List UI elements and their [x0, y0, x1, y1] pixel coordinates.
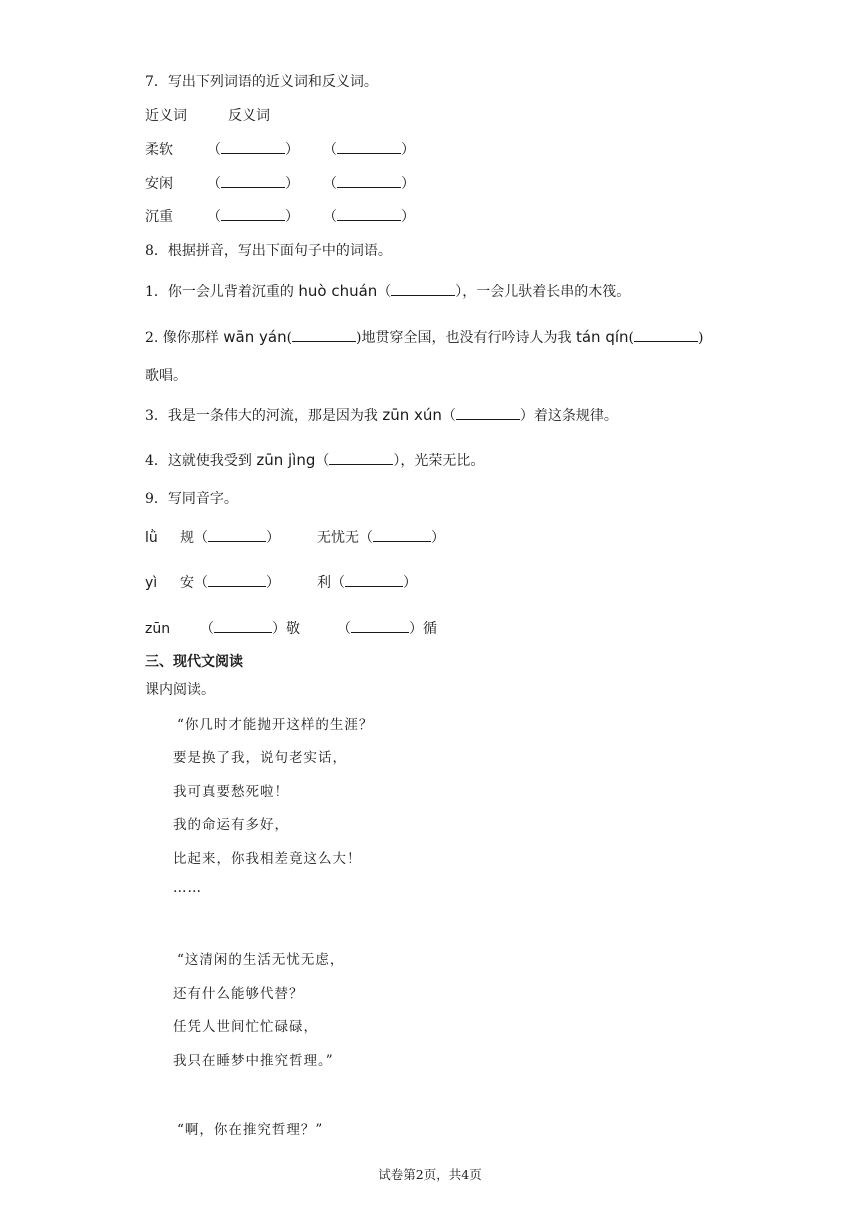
- page-footer: 试卷第2页，共4页: [378, 1167, 482, 1182]
- poem-line: 比起来，你我相差竟这么大！: [173, 851, 362, 867]
- q7-antonym-blank[interactable]: （ ）: [323, 209, 415, 225]
- q9-left-blank[interactable]: （ ）敬: [200, 621, 300, 637]
- q9-title: 9．写同音字。: [145, 491, 238, 507]
- q9-pinyin: lǜ: [145, 530, 158, 546]
- poem-line: 我可真要愁死啦！: [173, 784, 289, 800]
- section-sub: 课内阅读。: [145, 682, 215, 698]
- poem-line: 还有什么能够代替？: [173, 986, 304, 1002]
- q7-col-antonym: 反义词: [228, 108, 270, 124]
- pinyin: tán qín: [575, 328, 629, 346]
- pinyin: zūn xún: [382, 406, 442, 424]
- q7-word: 柔软: [145, 142, 173, 158]
- q9-right-blank[interactable]: 利（ ）: [317, 575, 417, 591]
- q7-synonym-blank[interactable]: （ ）: [207, 142, 299, 158]
- q7-word: 安闲: [145, 176, 173, 192]
- poem-line: 要是换了我，说句老实话，: [173, 750, 347, 766]
- poem-line: “你几时才能抛开这样的生涯？: [177, 717, 374, 733]
- answer-blank[interactable]: [391, 283, 455, 296]
- q9-right-blank[interactable]: （ ）循: [337, 621, 437, 637]
- q9-left-blank[interactable]: 规（ ）: [180, 530, 280, 546]
- q7-title: 7．写出下列词语的近义词和反义词。: [145, 74, 378, 90]
- pinyin: huò chuán: [298, 282, 378, 300]
- q7-antonym-blank[interactable]: （ ）: [323, 142, 415, 158]
- answer-blank[interactable]: [292, 329, 356, 342]
- answer-blank[interactable]: [456, 407, 520, 420]
- q8-sentence-3: 3．我是一条伟大的河流，那是因为我 zūn xún（ ）着这条规律。: [145, 406, 618, 424]
- poem-line: 任凭人世间忙忙碌碌，: [173, 1019, 318, 1035]
- q8-sentence-4: 4．这就使我受到 zūn jìng（ ），光荣无比。: [145, 451, 485, 469]
- pinyin: wān yán: [223, 328, 287, 346]
- q8-sentence-2-cont: 歌唱。: [145, 368, 187, 384]
- q7-word: 沉重: [145, 209, 173, 225]
- q8-title: 8．根据拼音，写出下面句子中的词语。: [145, 243, 392, 259]
- q7-synonym-blank[interactable]: （ ）: [207, 209, 299, 225]
- section-heading: 三、现代文阅读: [145, 654, 243, 670]
- q8-sentence-1: 1．你一会儿背着沉重的 huò chuán（ ），一会儿驮着长串的木筏。: [145, 282, 631, 300]
- poem-line: 我只在睡梦中推究哲理。”: [173, 1053, 334, 1069]
- pinyin: zūn jìng: [256, 451, 316, 469]
- q9-left-blank[interactable]: 安（ ）: [180, 575, 280, 591]
- poem-line: “啊，你在推究哲理？”: [177, 1122, 324, 1138]
- poem-line: 我的命运有多好，: [173, 817, 289, 833]
- q9-pinyin: zūn: [145, 621, 171, 637]
- q9-right-blank[interactable]: 无忧无（ ）: [317, 530, 445, 546]
- poem-ellipsis: ……: [173, 880, 202, 896]
- q7-col-synonym: 近义词: [145, 108, 187, 124]
- q8-sentence-2: 2. 像你那样 wān yán( )地贯穿全国，也没有行吟诗人为我 tán qín( ): [145, 328, 704, 346]
- answer-blank[interactable]: [634, 329, 698, 342]
- q7-synonym-blank[interactable]: （ ）: [207, 176, 299, 192]
- q9-pinyin: yì: [145, 575, 158, 591]
- q7-antonym-blank[interactable]: （ ）: [323, 176, 415, 192]
- answer-blank[interactable]: [329, 452, 393, 465]
- poem-line: “这清闲的生活无忧无虑，: [177, 952, 345, 968]
